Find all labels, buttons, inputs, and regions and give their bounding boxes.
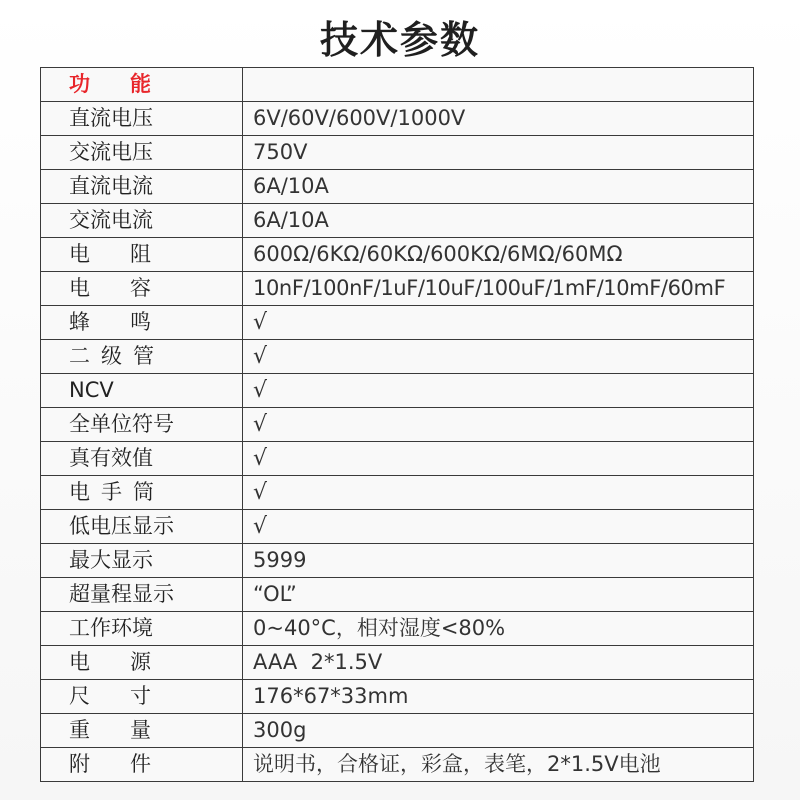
table-row — [41, 102, 754, 136]
row-label-ac-current: 交流电流 — [41, 204, 243, 238]
check-icon: √ — [253, 514, 268, 539]
row-value-accessories: 说明书，合格证，彩盒，表笔，2*1.5V电池 — [243, 748, 754, 782]
table-row — [41, 272, 754, 306]
table-row — [41, 544, 754, 578]
row-label-true-rms: 真有效值 — [41, 442, 243, 476]
row-value-dc-current: 6A/10A — [243, 170, 754, 204]
row-value-capacitance: 10nF/100nF/1uF/10uF/100uF/1mF/10mF/60mF — [243, 272, 754, 306]
table-header-row — [41, 68, 754, 102]
row-label-ac-voltage: 交流电压 — [41, 136, 243, 170]
page-title: 技术参数 — [319, 18, 480, 62]
table-row — [41, 204, 754, 238]
table-row — [41, 408, 754, 442]
row-label-resistance: 电阻 — [41, 238, 243, 272]
check-icon: √ — [253, 446, 268, 471]
table-row — [41, 374, 754, 408]
row-value-dc-voltage: 6V/60V/600V/1000V — [243, 102, 754, 136]
row-label-low-voltage-display: 低电压显示 — [41, 510, 243, 544]
table-row — [41, 136, 754, 170]
row-label-flashlight: 电手筒 — [41, 476, 243, 510]
row-label-power: 电源 — [41, 646, 243, 680]
header-value — [243, 68, 754, 102]
table-row — [41, 578, 754, 612]
row-label-diode: 二级管 — [41, 340, 243, 374]
check-icon: √ — [253, 310, 268, 335]
table-row — [41, 646, 754, 680]
row-value-resistance: 600Ω/6KΩ/60KΩ/600KΩ/6MΩ/60MΩ — [243, 238, 754, 272]
row-value-overrange-display: “OL” — [243, 578, 754, 612]
row-value-power: AAA 2*1.5V — [243, 646, 754, 680]
table-row — [41, 748, 754, 782]
row-label-weight: 重量 — [41, 714, 243, 748]
spec-table — [40, 67, 754, 782]
row-label-ncv: NCV — [41, 374, 243, 408]
row-value-weight: 300g — [243, 714, 754, 748]
table-row — [41, 510, 754, 544]
row-value-size: 176*67*33mm — [243, 680, 754, 714]
header-label: 功能 — [41, 68, 243, 102]
row-label-full-unit-symbol: 全单位符号 — [41, 408, 243, 442]
row-value-ac-current: 6A/10A — [243, 204, 754, 238]
row-label-capacitance: 电容 — [41, 272, 243, 306]
row-label-accessories: 附件 — [41, 748, 243, 782]
row-value-max-display: 5999 — [243, 544, 754, 578]
table-row — [41, 442, 754, 476]
table-row — [41, 612, 754, 646]
table-row — [41, 170, 754, 204]
table-row — [41, 306, 754, 340]
check-icon: √ — [253, 378, 268, 403]
check-icon: √ — [253, 412, 268, 437]
row-label-overrange-display: 超量程显示 — [41, 578, 243, 612]
row-value-working-environment: 0~40°C，相对湿度<80% — [243, 612, 754, 646]
table-row — [41, 714, 754, 748]
row-label-working-environment: 工作环境 — [41, 612, 243, 646]
table-row — [41, 476, 754, 510]
check-icon: √ — [253, 344, 268, 369]
table-row — [41, 680, 754, 714]
row-label-buzzer: 蜂鸣 — [41, 306, 243, 340]
row-label-dc-voltage: 直流电压 — [41, 102, 243, 136]
row-label-dc-current: 直流电流 — [41, 170, 243, 204]
row-label-size: 尺寸 — [41, 680, 243, 714]
table-row — [41, 238, 754, 272]
check-icon: √ — [253, 480, 268, 505]
row-label-max-display: 最大显示 — [41, 544, 243, 578]
table-row — [41, 340, 754, 374]
row-value-ac-voltage: 750V — [243, 136, 754, 170]
